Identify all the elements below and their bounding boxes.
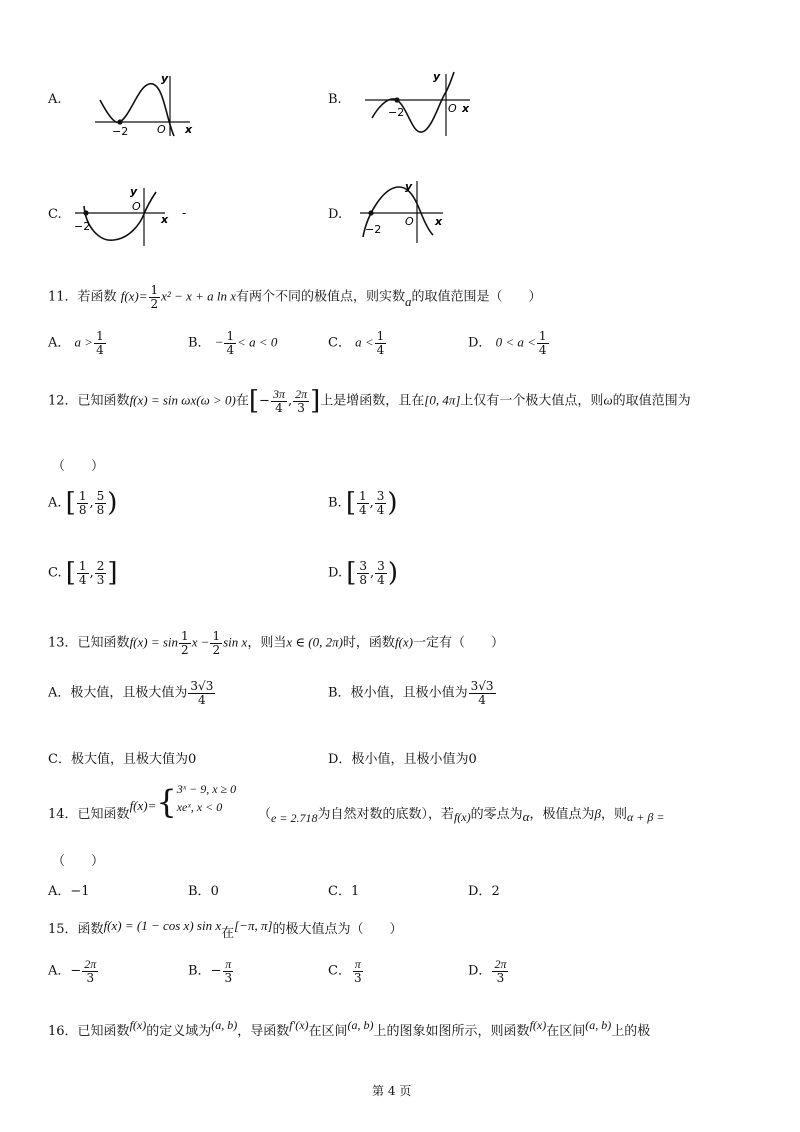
y-label: y [130,185,138,198]
option-b-label: B. [328,92,342,107]
q14-option-b[interactable]: B．0 [188,884,219,899]
q16-stem: 16．已知函数f(x)的定义域为(a, b)，导函数f′(x)在区间(a, b)上的图象如图所示，则函数f(x)在区间(a, b)上的极 [48,1018,651,1039]
point-marker [368,210,373,215]
q15-option-b[interactable]: B．− $\frac{\pi}{3}$ [188,957,233,985]
graph-c [70,180,200,250]
x-label: x [462,102,470,115]
q14-stem: 14．已知函数f(x)={ 3ˣ − 9, x ≥ 0 xeˣ, x < 0 [48,782,237,822]
q13-stem: 13．已知函数f(x) = sin $\frac{1}{2}$ x − $\frac{1}{2}$ sin x，则当x ∈ (0, 2π)时，函数f(x)一定有（ ） [48,629,504,657]
q14-paren: （ ） [52,854,105,869]
point-marker [117,119,122,124]
point-marker [394,97,399,102]
q11-option-c[interactable]: C． a < $\frac{1}{4}$ [328,329,385,357]
point-marker [83,210,88,215]
q13-option-c[interactable]: C．极大值，且极大值为0 [48,752,197,767]
q11-option-b[interactable]: B． − $\frac{1}{4}$ < a < 0 [188,329,278,357]
q15-option-a[interactable]: A．− $\frac{2\pi}{3}$ [48,957,97,985]
x-label: x [161,213,169,226]
option-a-label: A. [48,92,62,107]
x-label: x [435,215,443,228]
q14-option-d[interactable]: D．2 [468,884,500,899]
page-footer: 第 4 页 [372,1084,412,1098]
q13-option-b[interactable]: B．极小值，且极小值为 $\frac{3√3}{4}$ [328,679,494,707]
minus-two-label: −2 [112,125,129,138]
minus-two-label: −2 [365,223,382,236]
q12-option-a[interactable]: A. [ $\frac{1}{8}$ , $\frac{5}{8}$ ) [48,488,118,519]
graph-a [90,70,200,140]
option-d-label: D. [328,207,343,222]
y-label: y [433,70,441,83]
stray-dash: - [182,206,187,220]
q14-option-c[interactable]: C．1 [328,884,360,899]
y-label: y [405,180,413,193]
q11-option-a[interactable]: A． a > $\frac{1}{4}$ [48,329,104,357]
q11-stem: 11．若函数 f(x)= $\frac{1}{2}$ x² − x + a ln x有两个不同的极值点，则实数a的取值范围是（ ） [48,283,542,311]
q15-stem: 15．函数f(x) = (1 − cos x) sin x在[−π, π]的极大值点为（ ） [48,918,403,941]
q12-option-b[interactable]: B. [ $\frac{1}{4}$ , $\frac{3}{4}$ ) [328,488,398,519]
origin-label: O [132,200,141,213]
origin-label: O [157,123,166,136]
option-c-label: C. [48,207,62,222]
q13-option-d[interactable]: D．极小值，且极小值为0 [328,752,477,767]
q11-option-d[interactable]: D． 0 < a < $\frac{1}{4}$ [468,329,547,357]
origin-label: O [448,102,457,115]
q15-option-c[interactable]: C． $\frac{\pi}{3}$ [328,957,362,985]
y-label: y [161,72,169,85]
q14-option-a[interactable]: A．−1 [48,884,90,899]
q12-paren: （ ） [52,459,105,474]
q13-option-a[interactable]: A．极大值，且极大值为 $\frac{3√3}{4}$ [48,679,214,707]
minus-two-label: −2 [388,106,405,119]
q12-option-d[interactable]: D. [ $\frac{3}{8}$ , $\frac{3}{4}$ ) [328,558,398,589]
q14-stem-tail: （e = 2.718为自然对数的底数），若f(x)的零点为α，极值点为β，则α + β = [258,806,665,825]
graph-d [355,175,465,250]
curve [84,192,156,240]
graph-b [360,70,485,140]
q12-stem: 12．已知函数f(x) = sin ωx(ω > 0)在[− $\frac{3\pi}{4}$ , $\frac{2\pi}{3}$ ]上是增函数，且在[0, 4π]上仅有一个极大值点，则ω的取值范围为 [48,386,691,417]
q12-option-c[interactable]: C. [ $\frac{1}{4}$ , $\frac{2}{3}$ ] [48,558,118,589]
curve [372,72,454,132]
minus-two-label: −2 [74,220,91,233]
origin-label: O [405,215,414,228]
x-label: x [185,123,193,136]
q15-option-d[interactable]: D． $\frac{2\pi}{3}$ [468,957,507,985]
